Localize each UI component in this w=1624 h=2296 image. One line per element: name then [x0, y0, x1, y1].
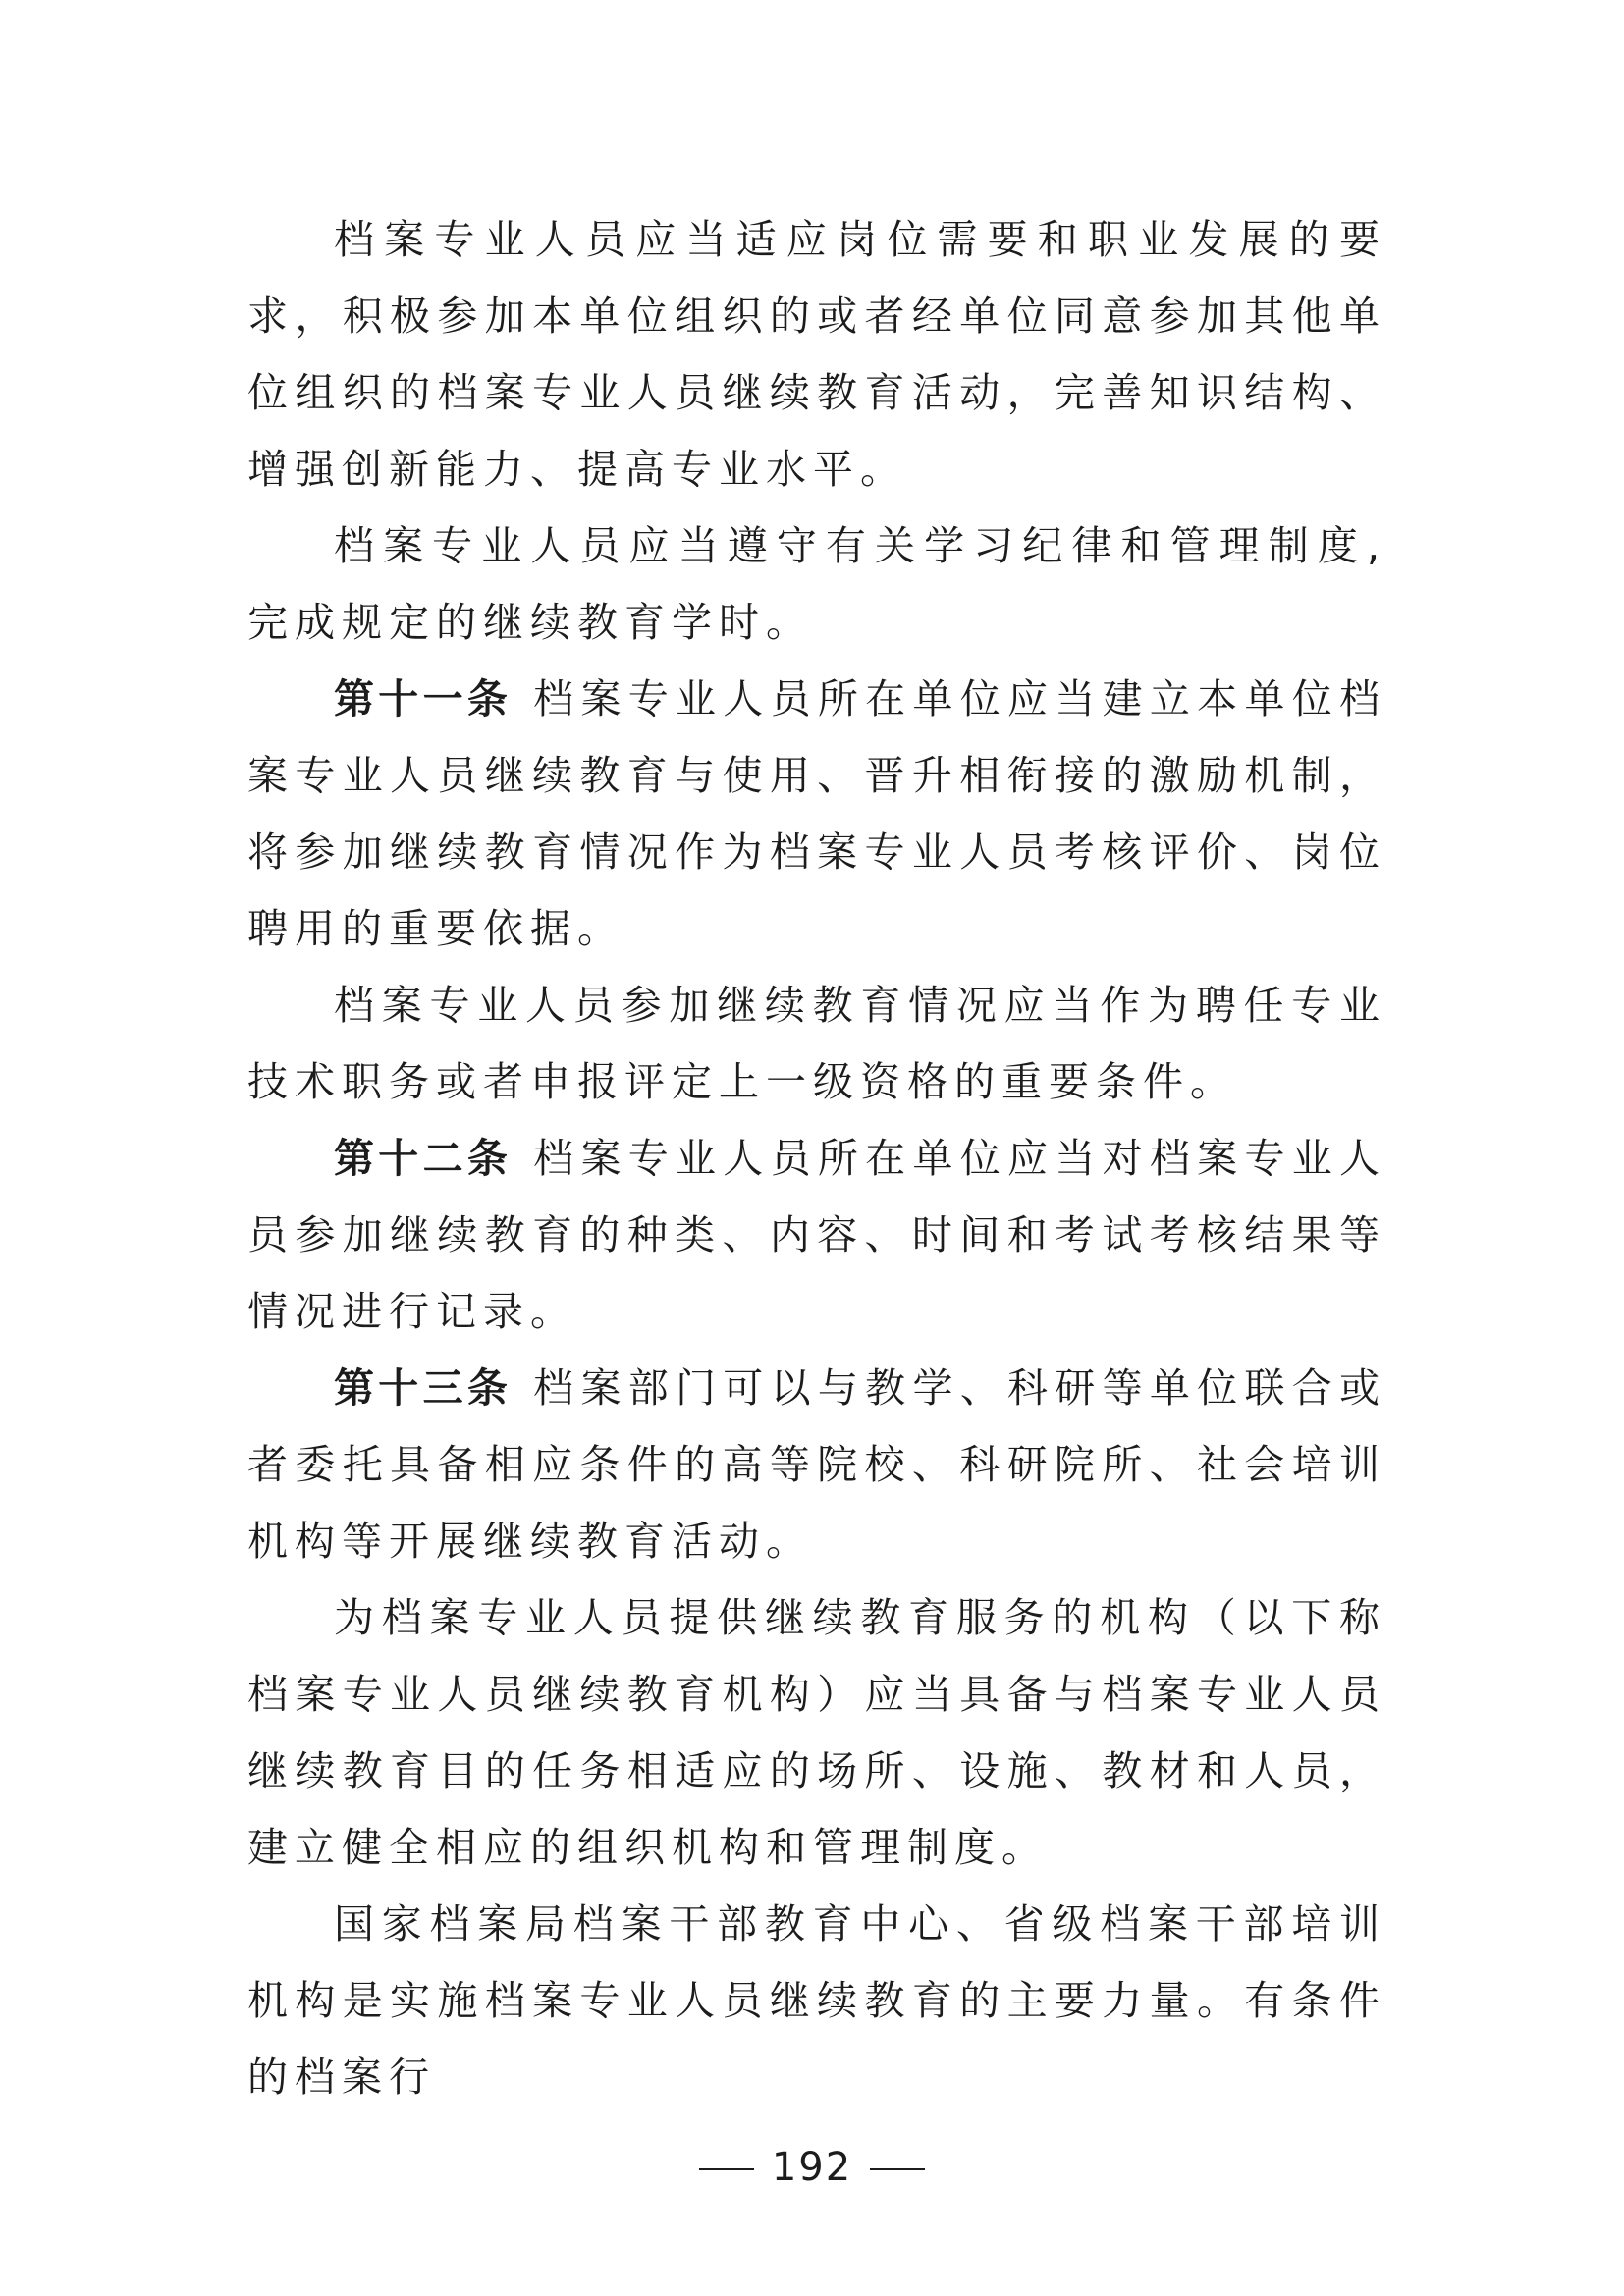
paragraph-text: 档案专业人员应当遵守有关学习纪律和管理制度,完成规定的继续教育学时。 [247, 522, 1386, 646]
paragraph-1 [247, 201, 1386, 507]
article-13 [247, 1350, 1386, 1579]
document-body [247, 201, 1386, 2115]
article-11 [247, 661, 1386, 967]
article-heading: 第十二条 [334, 1135, 513, 1182]
article-12 [247, 1120, 1386, 1350]
paragraph-text: 国家档案局档案干部教育中心、省级档案干部培训机构是实施档案专业人员继续教育的主要力量。有条件的档案行 [247, 1900, 1386, 2101]
paragraph-8 [247, 1886, 1386, 2115]
article-heading: 第十三条 [334, 1364, 513, 1412]
page-footer [0, 2138, 1624, 2197]
paragraph-text: 档案专业人员应当适应岗位需要和职业发展的要求，积极参加本单位组织的或者经单位同意参加其他单位组织的档案专业人员继续教育活动，完善知识结构、增强创新能力、提高专业水平。 [247, 216, 1386, 493]
paragraph-text: 档案专业人员所在单位应当对档案专业人员参加继续教育的种类、内容、时间和考试考核结果等情况进行记录。 [247, 1135, 1387, 1335]
paragraph-text: 档案专业人员所在单位应当建立本单位档案专业人员继续教育与使用、晋升相衔接的激励机制，将参加继续教育情况作为档案专业人员考核评价、岗位聘用的重要依据。 [247, 675, 1387, 952]
dash-left [699, 2168, 754, 2170]
article-heading: 第十一条 [334, 675, 513, 722]
paragraph-2 [247, 507, 1386, 661]
page-number: 192 [771, 2145, 853, 2190]
paragraph-7 [247, 1579, 1386, 1886]
paragraph-text: 档案部门可以与教学、科研等单位联合或者委托具备相应条件的高等院校、科研院所、社会培训机构等开展继续教育活动。 [247, 1364, 1387, 1565]
paragraph-4 [247, 967, 1386, 1120]
dash-right [870, 2168, 925, 2170]
paragraph-text: 为档案专业人员提供继续教育服务的机构（以下称档案专业人员继续教育机构）应当具备与档案专业人员继续教育目的任务相适应的场所、设施、教材和人员，建立健全相应的组织机构和管理制度。 [247, 1594, 1386, 1871]
paragraph-text: 档案专业人员参加继续教育情况应当作为聘任专业技术职务或者申报评定上一级资格的重要条件。 [247, 982, 1386, 1105]
